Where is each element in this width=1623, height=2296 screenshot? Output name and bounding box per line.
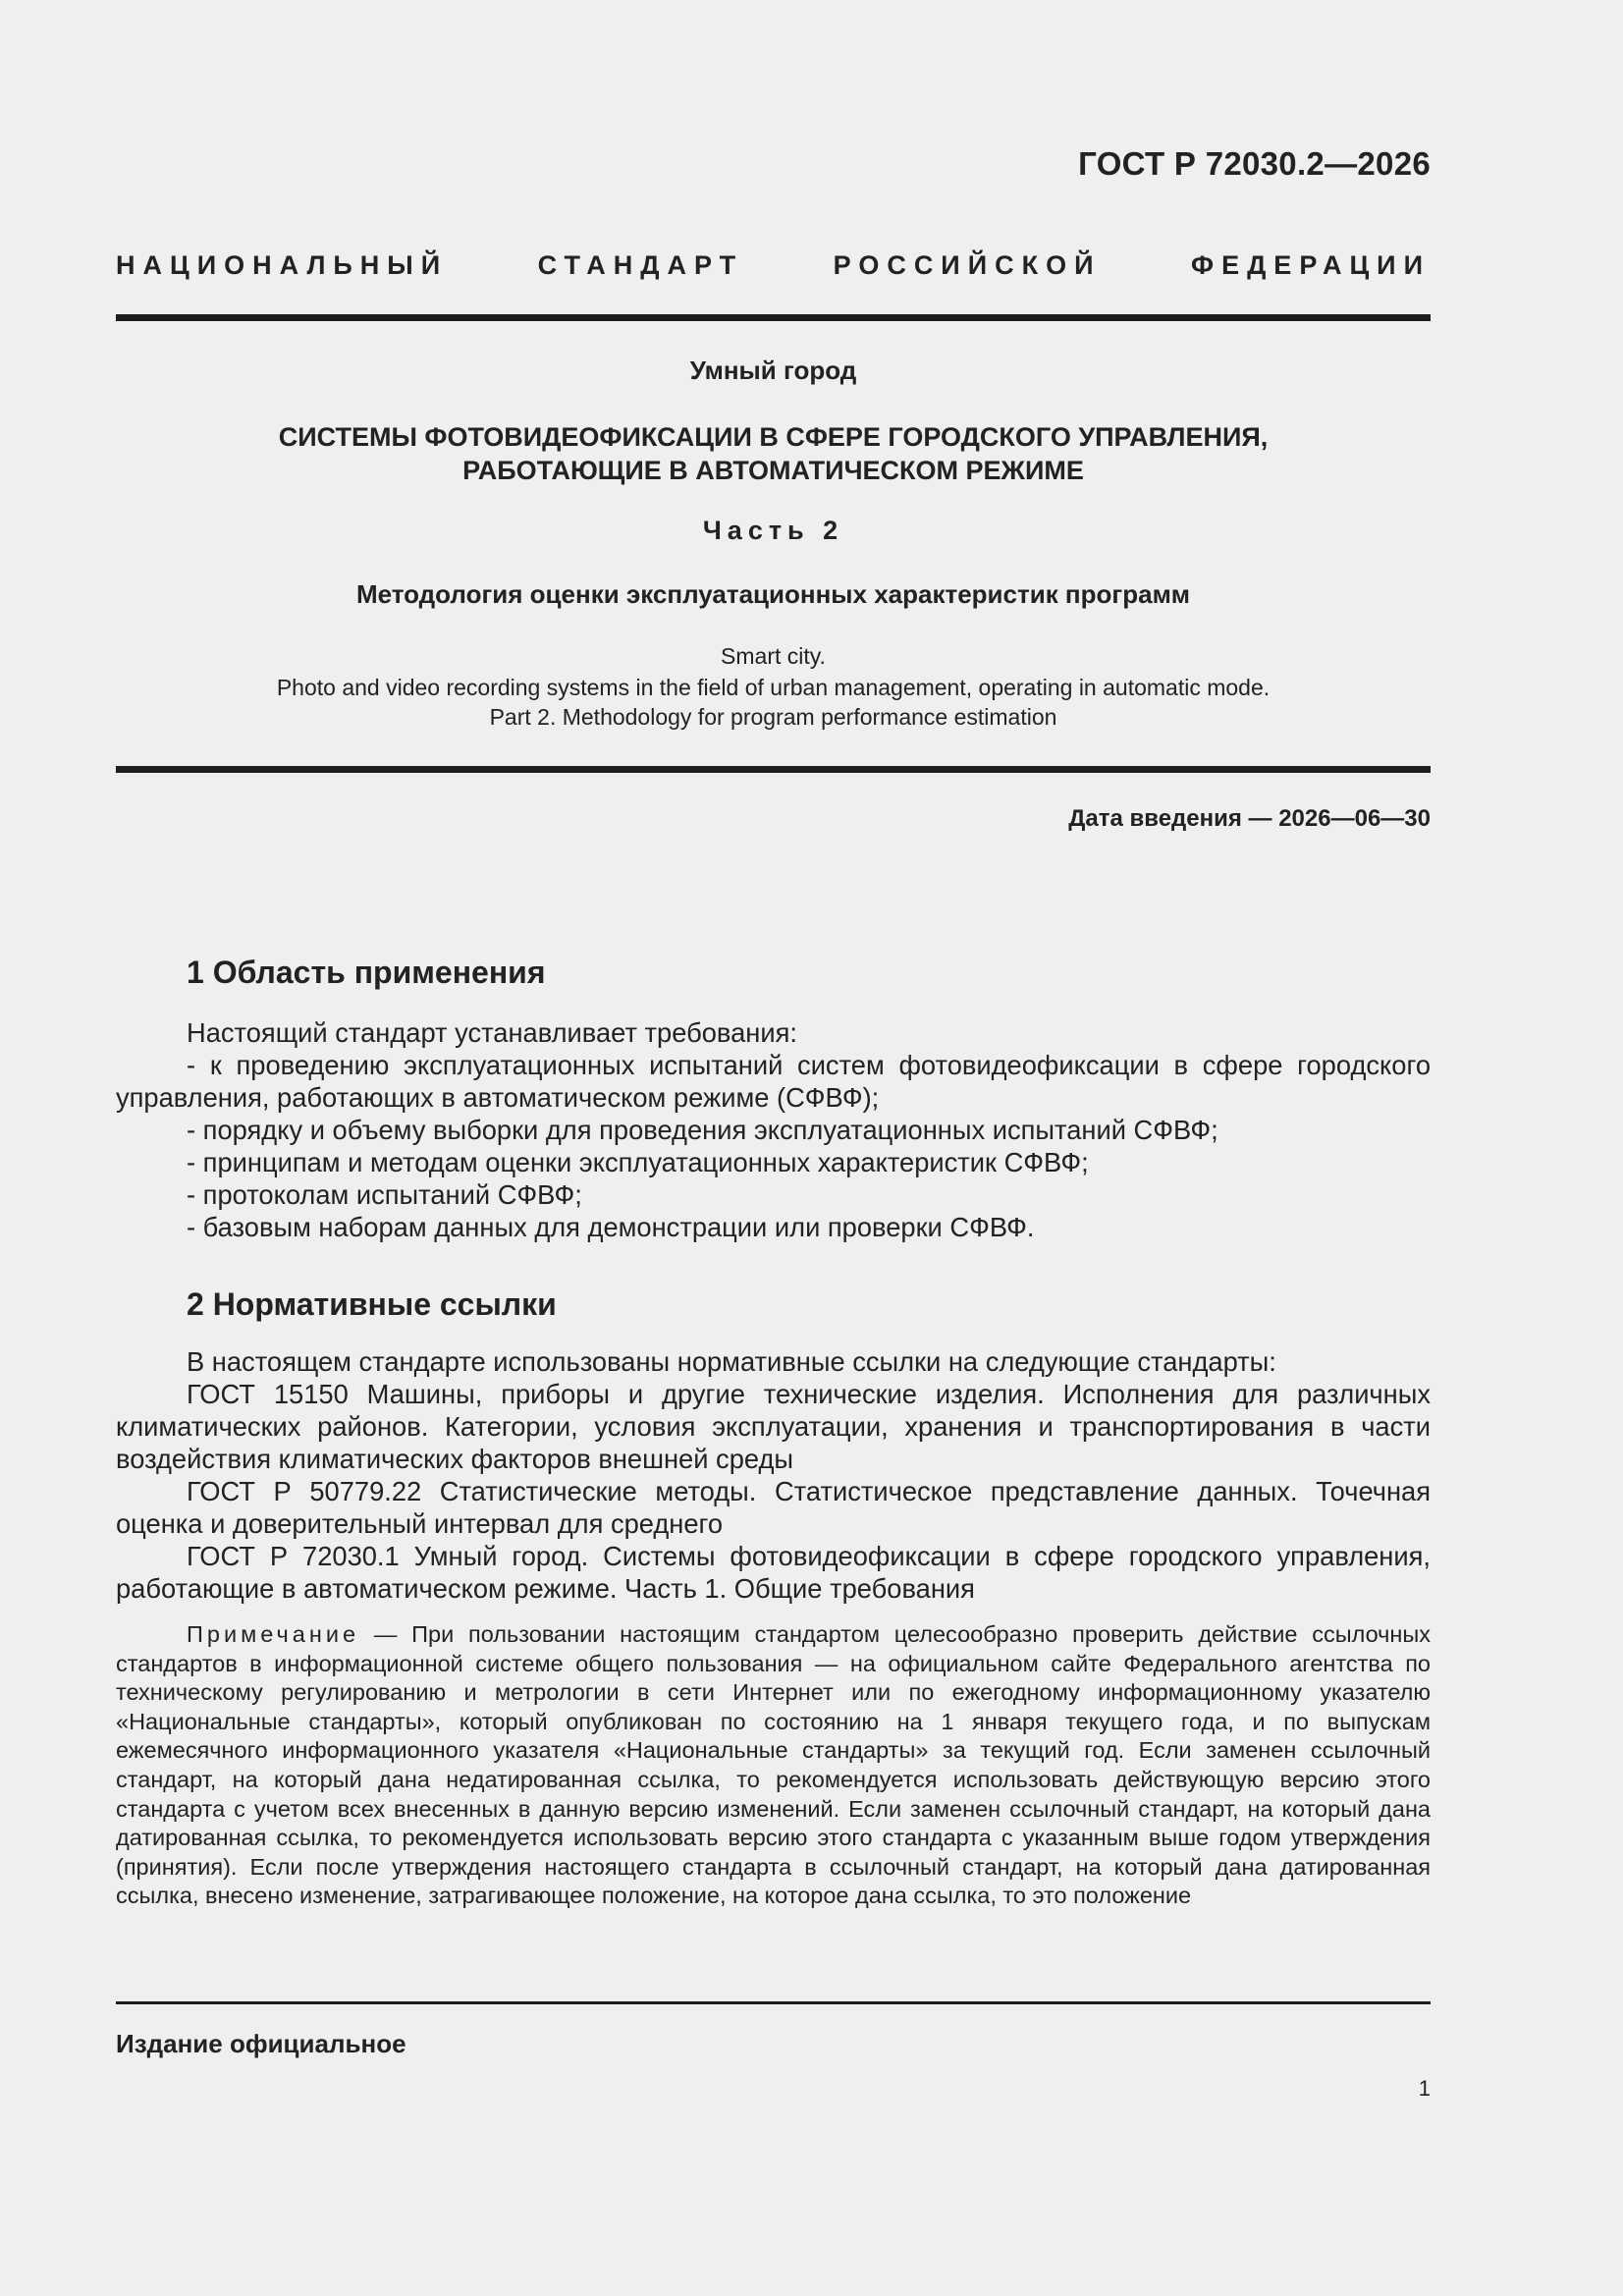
note-block <box>116 1620 1431 1911</box>
section-2-body <box>116 1345 1431 1605</box>
english-title-line3: Part 2. Methodology for program performance estimation <box>489 704 1057 730</box>
top-rule <box>116 314 1431 321</box>
scope-item-5: - базовым наборам данных для демонстрации или проверки СФВФ. <box>187 1212 1035 1242</box>
section-2-lead: В настоящем стандарте использованы нормативные ссылки на следующие стандарты: <box>187 1346 1276 1377</box>
main-title-line2: РАБОТАЮЩИЕ В АВТОМАТИЧЕСКОМ РЕЖИМЕ <box>462 456 1084 485</box>
section-1-heading: 1 Область применения <box>187 955 546 990</box>
footer-rule <box>116 2001 1431 2004</box>
national-standard-banner: НАЦИОНАЛЬНЫЙ СТАНДАРТ РОССИЙСКОЙ ФЕДЕРАЦИИ <box>116 250 1431 280</box>
scope-item-2: - порядку и объему выборки для проведения эксплуатационных испытаний СФВФ; <box>187 1115 1218 1145</box>
page-number: 1 <box>1418 2076 1431 2101</box>
normative-reference-2: ГОСТ Р 50779.22 Статистические методы. Статистическое представление данных. Точечная оценка и доверительный интервал для среднего <box>116 1476 1431 1539</box>
normative-reference-3: ГОСТ Р 72030.1 Умный город. Системы фотовидеофиксации в сфере городского управления, работающие в автоматическом режиме. Часть 1. Общие требования <box>116 1541 1431 1604</box>
note-text: — При пользовании настоящим стандартом целесообразно проверить действие ссылочных стандартов в информационной системе общего пользования — на официальном сайте Федерального агентства по техническому регулированию и метрологии в сети Интернет или по ежегодному информационному указателю «Национальные стандарты», который опубликован по состоянию на 1 января текущего года, и по выпускам ежемесячного информационного указателя «Национальные стандарты» за текущий год. Если заменен ссылочный стандарт, на который дана недатированная ссылка, то рекомендуется использовать действующую версию этого стандарта с учетом всех внесенных в данную версию изменений. Если заменен ссылочный стандарт, на который дана датированная ссылка, то рекомендуется использовать версию этого стандарта с указанным выше годом утверждения (принятия). Если после утверждения настоящего стандарта в ссылочный стандарт, на который дана датированная ссылка, внесено изменение, затрагивающее положение, на которое дана ссылка, то это положение <box>116 1621 1431 1909</box>
scope-item-3: - принципам и методам оценки эксплуатационных характеристик СФВФ; <box>187 1147 1089 1177</box>
introduction-date: Дата введения — 2026—06—30 <box>1068 805 1431 832</box>
section-1-body <box>116 1016 1431 1243</box>
subject-title: Умный город <box>689 355 857 385</box>
section-1-lead: Настоящий стандарт устанавливает требования: <box>187 1017 797 1048</box>
scope-item-4: - протоколам испытаний СФВФ; <box>187 1179 582 1210</box>
scope-item-1-line2: управления, работающих в автоматическом режиме (СФВФ); <box>116 1082 880 1113</box>
part-label: Часть 2 <box>702 516 844 545</box>
section-2-heading: 2 Нормативные ссылки <box>187 1286 557 1322</box>
english-title-line2: Photo and video recording systems in the field of urban management, operating in automatic mode. <box>276 675 1271 700</box>
gost-identifier: ГОСТ Р 72030.2—2026 <box>1078 145 1431 182</box>
official-edition-label: Издание официальное <box>116 2029 406 2058</box>
normative-reference-1: ГОСТ 15150 Машины, приборы и другие технические изделия. Исполнения для различных климатических районов. Категории, условия эксплуатации, хранения и транспортирования в части воздействия климатических факторов внешней среды <box>116 1379 1431 1474</box>
main-title-line1: СИСТЕМЫ ФОТОВИДЕОФИКСАЦИИ В СФЕРЕ ГОРОДСКОГО УПРАВЛЕНИЯ, <box>278 422 1269 452</box>
part-title: Методология оценки эксплуатационных характеристик программ <box>355 579 1191 609</box>
note-label: Примечание <box>187 1621 360 1647</box>
title-bottom-rule <box>116 766 1431 773</box>
english-title-line1: Smart city. <box>721 643 826 669</box>
scope-item-1-line1: - к проведению эксплуатационных испытаний систем фотовидеофиксации в сфере городского <box>187 1050 1431 1080</box>
